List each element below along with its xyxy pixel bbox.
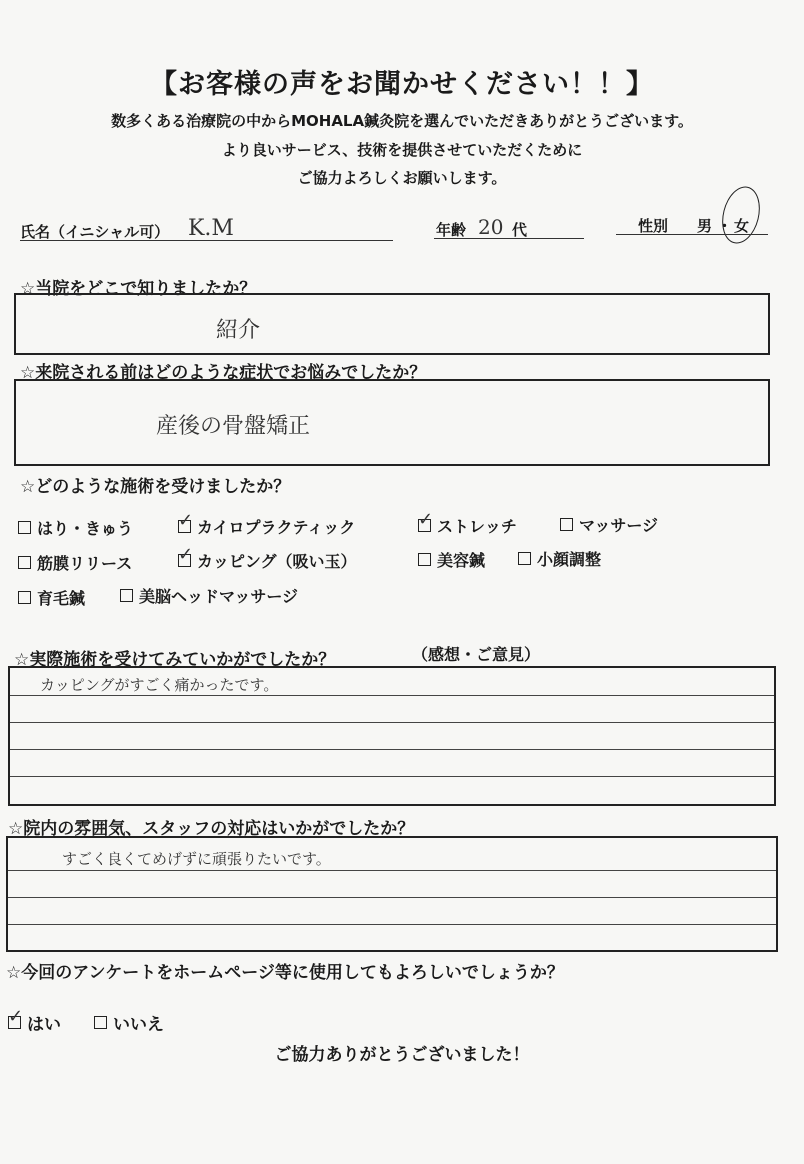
age-suffix: 代 xyxy=(512,221,528,239)
q6-question: ☆今回のアンケートをホームページ等に使用してもよろしいでしょうか？ xyxy=(6,963,564,983)
gender-selection-circle xyxy=(717,183,766,248)
option-checkbox[interactable] xyxy=(18,591,31,604)
name-underline xyxy=(20,240,393,241)
q3-question: ☆どのような施術を受けましたか？ xyxy=(20,477,291,497)
option-checkbox-checked[interactable] xyxy=(178,544,194,567)
q4-note: （感想・ご意見） xyxy=(412,645,541,664)
q2-answer-box[interactable] xyxy=(14,379,770,466)
option-checkbox[interactable] xyxy=(518,552,531,565)
age-value[interactable]: 20 xyxy=(478,215,504,239)
gender-underline xyxy=(616,234,768,235)
option-hari-kyu[interactable]: はり・きゅう xyxy=(18,516,133,539)
q1-question: ☆当院をどこで知りましたか？ xyxy=(20,279,257,299)
gender-separator: ・ xyxy=(717,217,733,235)
ruled-line xyxy=(8,924,776,925)
option-checkbox[interactable] xyxy=(418,553,431,566)
q5-question: ☆院内の雰囲気、スタッフの対応はいかがでしたか？ xyxy=(8,819,415,839)
age-label: 年齢 xyxy=(436,221,467,239)
option-hair-growth[interactable]: 育毛鍼 xyxy=(18,586,85,609)
option-checkbox[interactable] xyxy=(18,556,31,569)
ruled-line xyxy=(10,749,774,750)
q5-answer: すごく良くてめげずに頑張りたいです。 xyxy=(62,850,331,868)
consent-yes-checkbox[interactable] xyxy=(8,1006,24,1029)
q2-answer: 産後の骨盤矯正 xyxy=(156,414,311,439)
option-fascia-release[interactable]: 筋膜リリース xyxy=(18,551,132,574)
option-beauty-acupuncture[interactable]: 美容鍼 xyxy=(418,548,485,571)
intro-line-3: ご協力よろしくお願いします。 xyxy=(297,169,507,187)
option-checkbox-checked[interactable] xyxy=(418,509,434,532)
ruled-line xyxy=(10,722,774,723)
q1-answer: 紹介 xyxy=(216,318,261,343)
name-value[interactable]: K.M xyxy=(188,216,234,241)
q2-question: ☆来院される前はどのような症状でお悩みでしたか？ xyxy=(20,363,427,383)
q5-answer-box[interactable] xyxy=(6,836,778,952)
consent-yes[interactable]: ✓ はい xyxy=(8,1006,61,1035)
consent-no[interactable]: いいえ xyxy=(94,1010,164,1035)
q1-answer-box[interactable] xyxy=(14,293,770,355)
option-checkbox-checked[interactable] xyxy=(178,510,194,533)
ruled-line xyxy=(10,695,774,696)
q4-answer: カッピングがすごく痛かったです。 xyxy=(40,676,279,694)
option-checkbox[interactable] xyxy=(120,589,133,602)
gender-label: 性別 xyxy=(638,217,669,235)
option-face-adjustment[interactable]: 小顔調整 xyxy=(518,547,601,570)
closing-message: ご協力ありがとうございました！ xyxy=(274,1045,530,1065)
name-label: 氏名（イニシャル可） xyxy=(20,223,170,241)
option-chiropractic[interactable]: ✓ カイロプラクティック xyxy=(178,510,356,537)
gender-female[interactable]: 女 xyxy=(734,217,750,235)
ruled-line xyxy=(10,776,774,777)
age-underline xyxy=(434,238,584,239)
ruled-line xyxy=(8,897,776,898)
intro-line-1: 数多くある治療院の中からMOHALA鍼灸院を選んでいただきありがとうございます。 xyxy=(111,112,693,130)
check-mark-icon: ✓ xyxy=(178,510,194,531)
check-mark-icon: ✓ xyxy=(8,1006,24,1027)
option-massage[interactable]: マッサージ xyxy=(560,513,658,536)
q4-question: ☆実際施術を受けてみていかがでしたか？ xyxy=(14,650,336,670)
q4-answer-box[interactable] xyxy=(8,666,776,806)
option-checkbox[interactable] xyxy=(18,521,31,534)
option-stretch[interactable]: ✓ ストレッチ xyxy=(418,509,517,536)
option-head-massage[interactable]: 美脳ヘッドマッサージ xyxy=(120,584,298,607)
intro-line-2: より良いサービス、技術を提供させていただくために xyxy=(221,141,583,159)
option-cupping[interactable]: ✓ カッピング（吸い玉） xyxy=(178,544,357,571)
option-checkbox[interactable] xyxy=(560,518,573,531)
ruled-line xyxy=(8,870,776,871)
gender-male[interactable]: 男 xyxy=(697,217,713,235)
form-title: 【お客様の声をお聞かせください！！】 xyxy=(150,69,654,100)
check-mark-icon: ✓ xyxy=(418,509,434,530)
check-mark-icon: ✓ xyxy=(178,544,194,565)
consent-no-checkbox[interactable] xyxy=(94,1016,107,1029)
